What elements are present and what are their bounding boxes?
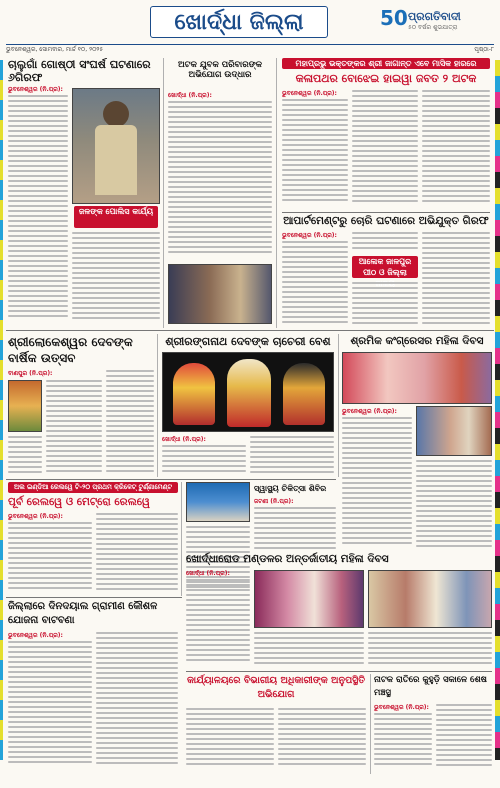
story13-body-2 <box>436 704 492 771</box>
column-divider <box>370 674 371 774</box>
story6-body-1 <box>162 445 246 475</box>
story4-body-3 <box>352 282 418 327</box>
story6-headline: ଶ୍ରୀରଙ୍ଗନାଥ ଦେବଙ୍କ ଚାଚେରୀ ବେଶ <box>165 335 331 348</box>
story3-body-3 <box>422 90 490 209</box>
column-divider <box>338 334 339 477</box>
story5-photo <box>8 380 42 432</box>
story8-byline: ଭୁବନେଶ୍ୱର (ନି.ପ୍ର): <box>8 513 63 520</box>
section-title: ଖୋର୍ଦ୍ଧା ଜିଲ୍ଲା <box>150 6 328 38</box>
story8-headline: ପୂର୍ବ ରେଲୱେ ଓ ମେଟ୍ରୋ ରେଲୱେ <box>8 496 150 508</box>
story7-body-2 <box>416 460 492 550</box>
page-footer <box>0 776 500 788</box>
story5-body-2 <box>106 370 154 475</box>
story11-byline: ଭୁବନେଶ୍ୱର (ନି.ପ୍ର): <box>8 632 63 639</box>
logo-number: 50 <box>380 6 408 30</box>
story9-headline: ସ୍ୱାସ୍ଥ୍ୟ ଚିକିତ୍ସା ଶିବିର <box>254 483 327 493</box>
story4-headline: ଆପାର୍ଟମେଣ୍ଟରୁ ଚୋରି ଘଟଣାରେ ଅଭିଯୁକ୍ତ ଗିରଫ <box>283 215 489 227</box>
story3-body-1 <box>282 99 348 209</box>
story5-body-3 <box>8 436 42 475</box>
story3-byline: ଭୁବନେଶ୍ୱର (ନି.ପ୍ର): <box>282 90 337 97</box>
story7-byline: ଭୁବନେଶ୍ୱର (ନି.ପ୍ର): <box>342 408 397 415</box>
logo-tagline: ୫୦ ବର୍ଷର ଶୁଭଯାତ୍ରା <box>408 24 458 31</box>
logo-name: ପ୍ରଗତିବାଦୀ <box>408 10 461 23</box>
story12-body-2 <box>278 708 366 771</box>
publication-logo <box>380 6 492 36</box>
column-divider <box>276 58 277 328</box>
story8-kicker: ଅଲ ଇଣ୍ଡିଆ ରେଲୱେ ଟି-୨୦ ପ୍ରଥମ କ୍ରିକେଟ୍ ଟୁର୍ଣ୍ଣାମେଣ୍ଟ <box>8 482 178 493</box>
womens-day-group-photo-2 <box>368 570 492 628</box>
dateline-date: ଭୁବନେଶ୍ୱର, ସୋମବାର, ମାର୍ଚ୍ଚ ୧୦, ୨୦୨୫ <box>6 46 104 53</box>
story2-photo <box>168 264 272 324</box>
story2-byline: ଖୋର୍ଦ୍ଧା (ନି.ପ୍ର): <box>168 92 212 99</box>
story7-body-1 <box>342 417 412 547</box>
story10-body-3 <box>368 632 492 667</box>
womens-day-group-photo-1 <box>254 570 364 628</box>
story7-photo-1 <box>342 352 492 404</box>
story8-body-2 <box>96 513 178 594</box>
row-divider <box>6 330 494 331</box>
story13-body-1 <box>374 713 432 771</box>
column-divider <box>181 482 182 596</box>
story10-body-1 <box>186 579 250 667</box>
story7-photo-2 <box>416 406 492 456</box>
story7-headline: ଶ୍ରମିକ କଂଗ୍ରେସର ମହିଳା ଦିବସ <box>350 335 484 347</box>
story12-body-1 <box>186 708 274 771</box>
story2-body <box>168 101 272 261</box>
story1-body <box>8 95 68 325</box>
story6-body-2 <box>250 436 334 475</box>
story11-headline: ଜିଲ୍ଲାରେ ଦିନଦୟାଲ ଗ୍ରାମୀଣ କୌଶଳ ଯୋଜନା ବାଟବଣା <box>8 601 158 626</box>
story3-kicker: ମହାପ୍ରଭୁ ଭକ୍ତଙ୍କର ଶ୍ରୀ ଜାଗାନ୍ତ ଏବେ ମାସିକ ହାରରେ <box>282 58 490 69</box>
story1-body-2 <box>72 232 160 325</box>
column-divider <box>157 334 158 477</box>
story4-byline: ଭୁବନେଶ୍ୱର (ନି.ପ୍ର): <box>282 232 337 239</box>
story1-inset: ଜଳଙ୍କ ପୋଲିସ କାର୍ଯ୍ୟ <box>74 206 158 228</box>
deity-chacheri-besha-photo <box>162 352 334 432</box>
story3-headline: କଳାପଥର ବୋଝେଇ ହାଇୱା ଜବତ ୨ ଅଟକ <box>295 72 477 85</box>
story10-body-2 <box>254 632 364 667</box>
story10-byline: ଖୋର୍ଦ୍ଧା (ନି.ପ୍ର): <box>186 570 230 577</box>
story1-byline: ଭୁବନେଶ୍ୱର (ନି.ପ୍ର): <box>8 86 63 93</box>
story3-body-2 <box>352 90 418 209</box>
health-camp-banner-photo <box>186 482 250 522</box>
color-registration-strip-right <box>495 60 500 760</box>
column-divider <box>163 58 164 328</box>
story9-byline: ଜଟଣୀ (ନି.ପ୍ର): <box>254 498 294 505</box>
row-divider <box>6 597 182 598</box>
story11-body-1 <box>8 641 92 771</box>
row-divider <box>186 671 492 672</box>
story13-headline: ନାଟକ ରାତିରେ କୁହୁଡ଼ି ସକାଳେ ଶେଷ ମଞ୍ଚସ୍ଥ <box>374 675 487 698</box>
story8-body-1 <box>8 522 92 594</box>
story1-headline: ଚାଲୁଗାଁ ଗୋଷ୍ଠୀ ସଂଘର୍ଷ ଘଟଣାରେ ୬ଗିରଫ <box>8 58 151 84</box>
story4-body-1 <box>282 241 348 327</box>
story5-headline: ଶ୍ରୀଲୋକେଶ୍ୱର ଦେବଙ୍କ ବାର୍ଷିକ ଉତ୍ସବ <box>8 335 133 365</box>
page-number: ପୃଷ୍ଠା-୮ <box>474 46 494 53</box>
story10-headline: ଖୋର୍ଦ୍ଧାରୋଡ ମଣ୍ଡଳର ଅନ୍ତର୍ଜାତୀୟ ମହିଳା ଦିବସ <box>186 553 389 565</box>
police-officer-photo <box>72 88 160 204</box>
story4-inset: ଆଳୋକ ଜାଳପୁର ପୀଠ ଓ ଜିଲ୍ଲା <box>352 256 418 278</box>
story2-headline: ଅଟକ ଯୁବକ ପରିବାରଙ୍କ ଅଭିଯୋଗ ଉଦ୍ଧାର <box>177 60 263 80</box>
story13-byline: ଭୁବନେଶ୍ୱର (ନି.ପ୍ର): <box>374 704 429 711</box>
row-divider <box>6 479 336 480</box>
story4-body-4 <box>422 232 490 327</box>
story9-body-1 <box>254 507 336 551</box>
story5-body-1 <box>46 380 102 475</box>
story11-body-2 <box>96 632 178 771</box>
story6-byline: ଖୋର୍ଦ୍ଧା (ନି.ପ୍ର): <box>162 436 206 443</box>
color-registration-strip-left <box>0 60 3 760</box>
dateline <box>6 44 494 54</box>
story5-byline: ବାଣପୁର (ନି.ପ୍ର): <box>8 370 53 377</box>
story12-headline: କାର୍ଯ୍ୟାଳୟରେ ବିଭାଗୀୟ ଅଧିକାରୀଙ୍କ ଅନୁପସ୍ଥିତି ଅଭିଯୋଗ <box>186 675 365 700</box>
story-divider <box>282 212 490 213</box>
story4-body-2 <box>352 232 418 252</box>
